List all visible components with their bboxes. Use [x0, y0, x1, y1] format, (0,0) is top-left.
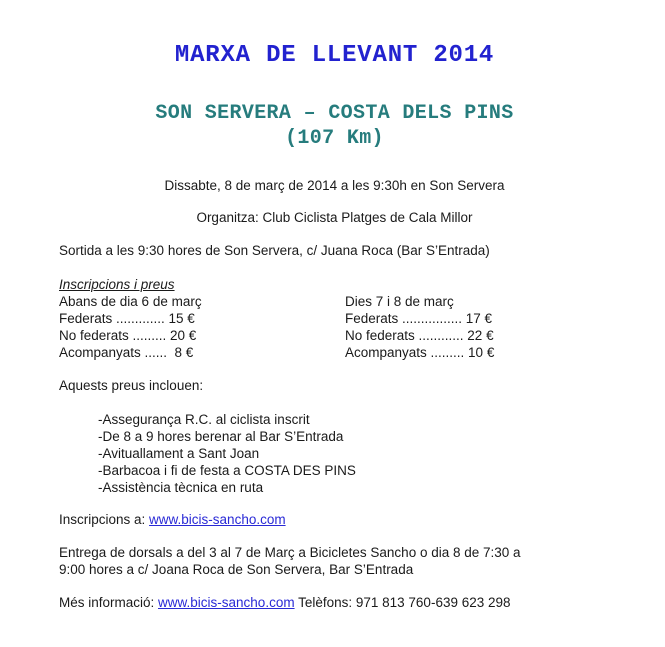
organizer-line: Organitza: Club Ciclista Platges de Cala Millor — [196, 210, 473, 225]
more-info-line — [59, 594, 610, 611]
price-row-federats-early: Federats ............. 15 € — [59, 311, 195, 326]
include-item-insurance: -Assegurança R.C. al ciclista inscrit — [98, 412, 310, 427]
price-column-early-header: Abans de dia 6 de març — [59, 294, 202, 309]
date-line: Dissabte, 8 de març de 2014 a les 9:30h en Son Servera — [164, 178, 505, 193]
price-row-acompanyats-early: Acompanyats ...... 8 € — [59, 345, 194, 360]
include-item-barbecue: -Barbacoa i fi de festa a COSTA DES PINS — [98, 463, 356, 478]
include-item-breakfast: -De 8 a 9 hores berenar al Bar S’Entrada — [98, 429, 344, 444]
start-line: Sortida a les 9:30 hores de Son Servera, c/ Juana Roca (Bar S’Entrada) — [59, 243, 490, 258]
registration-line — [59, 511, 610, 528]
include-item-refreshment: -Avituallament a Sant Joan — [98, 446, 260, 461]
includes-heading: Aquests preus inclouen: — [59, 378, 204, 393]
price-row-no-federats-early: No federats ......... 20 € — [59, 328, 197, 343]
dorsals-paragraph — [59, 544, 610, 578]
registration-link[interactable]: www.bicis-sancho.com — [149, 512, 286, 527]
price-row-no-federats-late: No federats ............ 22 € — [345, 328, 494, 343]
price-column-early — [59, 293, 345, 361]
distance-subtitle: (107 Km) — [285, 127, 384, 150]
route-subtitle: SON SERVERA – COSTA DELS PINS — [155, 102, 514, 125]
more-info-label: Més informació: — [59, 595, 159, 610]
more-info-link[interactable]: www.bicis-sancho.com — [158, 595, 295, 610]
dorsals-line-2: 9:00 hores a c/ Joana Roca de Son Servera, Bar S’Entrada — [59, 562, 414, 577]
price-row-acompanyats-late: Acompanyats ......... 10 € — [345, 345, 495, 360]
phone-numbers: Telèfons: 971 813 760-639 623 298 — [294, 595, 511, 610]
price-column-late-header: Dies 7 i 8 de març — [345, 294, 454, 309]
price-column-late — [345, 293, 610, 361]
includes-list — [98, 411, 610, 496]
include-item-technical-assistance: -Assistència tècnica en ruta — [98, 480, 264, 495]
price-columns — [59, 293, 610, 361]
dorsals-line-1: Entrega de dorsals a del 3 al 7 de Març a Bicicletes Sancho o dia 8 de 7:30 a — [59, 545, 521, 560]
price-row-federats-late: Federats ................ 17 € — [345, 311, 493, 326]
registration-label: Inscripcions a: — [59, 512, 150, 527]
prices-heading: Inscripcions i preus — [59, 277, 175, 292]
event-title: MARXA DE LLEVANT 2014 — [174, 42, 495, 69]
